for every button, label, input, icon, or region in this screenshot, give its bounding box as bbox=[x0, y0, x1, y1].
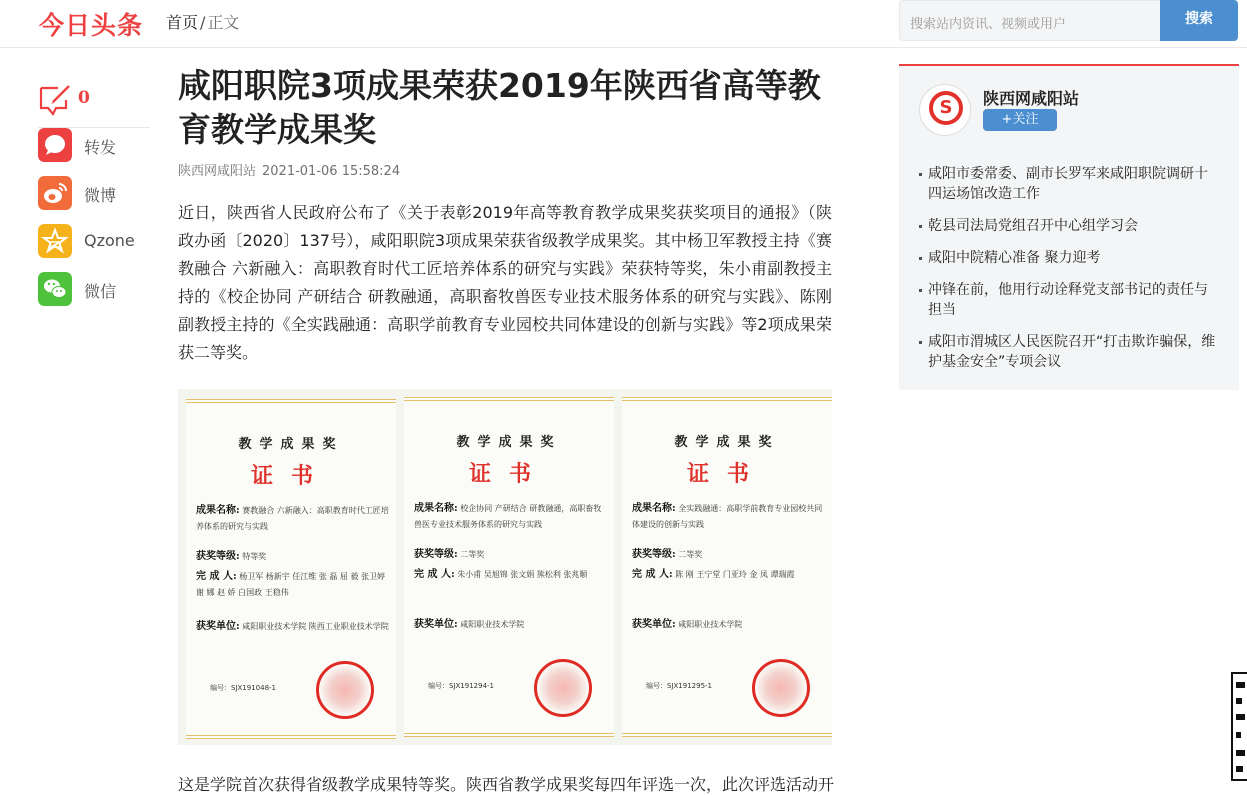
article bbox=[178, 64, 832, 745]
weibo-icon bbox=[38, 176, 72, 210]
official-seal-icon bbox=[316, 661, 374, 719]
share-qzone[interactable] bbox=[38, 224, 150, 272]
author-avatar[interactable] bbox=[919, 84, 971, 136]
article-paragraph: 近日，陕西省人民政府公布了《关于表彰2019年高等教育教学成果奖获奖项目的通报》（陕政办函〔2020〕137号），咸阳职院3项成果荣获省级教学成果奖。其中杨卫军教授主持《赛教融合 六新融入：高职教育时代工匠培养体系的研究与实践》荣获特等奖，朱小甫副教授主持的《校企协同 产研结合 研教融通，高职畜牧兽医专业技术服务体系的研究与实践》、陈刚副教授主持的《全实践融通：高职学前教育专业园校共同体建设的创新与实践》等2项成果荣获二等奖。 bbox=[178, 203, 832, 362]
breadcrumb-current: 正文 bbox=[207, 13, 240, 32]
article-next-paragraph: 这是学院首次获得省级教学成果特等奖。陕西省教学成果奖每四年评选一次，此次评选活动开 bbox=[178, 775, 835, 794]
forward-icon bbox=[38, 128, 72, 162]
top-header bbox=[0, 0, 1247, 48]
share-sidebar bbox=[38, 80, 150, 320]
article-meta bbox=[178, 160, 832, 179]
news-item[interactable]: 冲锋在前，他用行动诠释党支部书记的责任与担当 bbox=[919, 280, 1221, 320]
share-forward-label: 转发 bbox=[84, 138, 117, 157]
certificate-title: 证书 bbox=[250, 463, 331, 489]
qzone-icon bbox=[38, 224, 72, 258]
certificate-number: 编号：SJX191048-1 bbox=[210, 684, 277, 692]
certificate-level-label: 获奖等级: bbox=[632, 549, 676, 560]
news-item[interactable]: 乾县司法局党组召开中心组学习会 bbox=[919, 216, 1221, 236]
certificate-members: 杨卫军 杨新宇 任江维 张 磊 屈 毅 张卫婷 谢 娜 赵 娇 白国政 王稳伟 bbox=[196, 572, 386, 597]
wechat-icon bbox=[38, 272, 72, 306]
certificate-name-label: 成果名称: bbox=[632, 503, 676, 514]
author-name[interactable]: 陕西网咸阳站 bbox=[983, 89, 1080, 108]
qr-code-icon[interactable] bbox=[1231, 672, 1247, 781]
share-qzone-label: Qzone bbox=[84, 231, 135, 250]
search-input[interactable]: 搜索站内资讯、视频或用户 bbox=[899, 0, 1161, 41]
follow-button[interactable]: +关注 bbox=[983, 109, 1057, 131]
certificate-name: 赛教融合 六新融入：高职教育时代工匠培养体系的研究与实践 bbox=[196, 506, 389, 531]
certificate-name: 全实践融通：高职学前教育专业园校共同体建设的创新与实践 bbox=[632, 504, 823, 529]
certificate-members: 朱小甫 吴旭锦 张文娟 熊松利 张兆顺 bbox=[457, 570, 588, 579]
comment-edit-icon bbox=[38, 82, 72, 116]
certificate-number: 编号：SJX191295-1 bbox=[646, 682, 713, 690]
certificate-level: 二等奖 bbox=[678, 550, 703, 559]
comment-count: 0 bbox=[78, 88, 90, 108]
certificate-level-label: 获奖等级: bbox=[414, 549, 458, 560]
certificate-members-label: 完 成 人: bbox=[196, 571, 237, 582]
breadcrumb bbox=[166, 10, 239, 33]
certificate-title: 证书 bbox=[686, 461, 767, 487]
share-wechat-label: 微信 bbox=[84, 282, 117, 301]
certificate-unit-label: 获奖单位: bbox=[632, 619, 676, 630]
certificate-unit-label: 获奖单位: bbox=[196, 621, 240, 632]
certificate-unit: 咸阳职业技术学院 bbox=[460, 620, 525, 629]
article-time: 2021-01-06 15:58:24 bbox=[262, 164, 401, 179]
certificate-level-label: 获奖等级: bbox=[196, 551, 240, 562]
certificate-1 bbox=[186, 399, 396, 739]
author-sidebar bbox=[899, 64, 1239, 390]
news-item[interactable]: 咸阳市委常委、副市长罗军来咸阳职院调研十四运场馆改造工作 bbox=[919, 164, 1221, 204]
certificate-heading: 教学成果奖 bbox=[674, 435, 780, 450]
shaanxi-net-logo-icon: S bbox=[929, 91, 963, 125]
share-weibo-label: 微博 bbox=[84, 186, 117, 205]
related-news-list bbox=[919, 164, 1221, 384]
certificate-level: 特等奖 bbox=[242, 552, 267, 561]
official-seal-icon bbox=[752, 659, 810, 717]
article-source[interactable]: 陕西网咸阳站 bbox=[178, 164, 257, 179]
certificate-members-label: 完 成 人: bbox=[414, 569, 455, 580]
certificate-3 bbox=[622, 397, 832, 737]
article-title: 咸阳职院3项成果荣获2019年陕西省高等教育教学成果奖 bbox=[178, 66, 821, 149]
certificate-unit: 咸阳职业技术学院 bbox=[678, 620, 743, 629]
certificate-level: 二等奖 bbox=[460, 550, 485, 559]
certificate-number: 编号：SJX191294-1 bbox=[428, 682, 495, 690]
breadcrumb-home-link[interactable]: 首页 bbox=[166, 13, 199, 32]
certificate-heading: 教学成果奖 bbox=[456, 435, 562, 450]
share-forward[interactable] bbox=[38, 128, 150, 176]
certificate-name: 校企协同 产研结合 研教融通，高职畜牧兽医专业技术服务体系的研究与实践 bbox=[414, 504, 602, 529]
certificate-unit: 咸阳职业技术学院 陕西工业职业技术学院 bbox=[242, 622, 389, 631]
search-button[interactable]: 搜索 bbox=[1160, 0, 1238, 41]
breadcrumb-separator: / bbox=[200, 13, 206, 32]
certificate-unit-label: 获奖单位: bbox=[414, 619, 458, 630]
certificate-name-label: 成果名称: bbox=[196, 505, 240, 516]
certificate-members: 陈 刚 王宁堂 门亚玲 金 凤 谭瑞霞 bbox=[675, 570, 795, 579]
certificate-members-label: 完 成 人: bbox=[632, 569, 673, 580]
certificate-2 bbox=[404, 397, 614, 737]
official-seal-icon bbox=[534, 659, 592, 717]
share-wechat[interactable] bbox=[38, 272, 150, 320]
comment-entry[interactable] bbox=[38, 80, 150, 128]
site-logo[interactable]: 今日头条 bbox=[39, 11, 144, 40]
news-item[interactable]: 咸阳中院精心准备 聚力迎考 bbox=[919, 248, 1221, 268]
news-item[interactable]: 咸阳市渭城区人民医院召开“打击欺诈骗保，维护基金安全”专项会议 bbox=[919, 332, 1221, 372]
certificate-name-label: 成果名称: bbox=[414, 503, 458, 514]
certificate-title: 证书 bbox=[468, 461, 549, 487]
certificates-photo bbox=[178, 389, 832, 745]
share-weibo[interactable] bbox=[38, 176, 150, 224]
certificate-heading: 教学成果奖 bbox=[238, 437, 344, 452]
